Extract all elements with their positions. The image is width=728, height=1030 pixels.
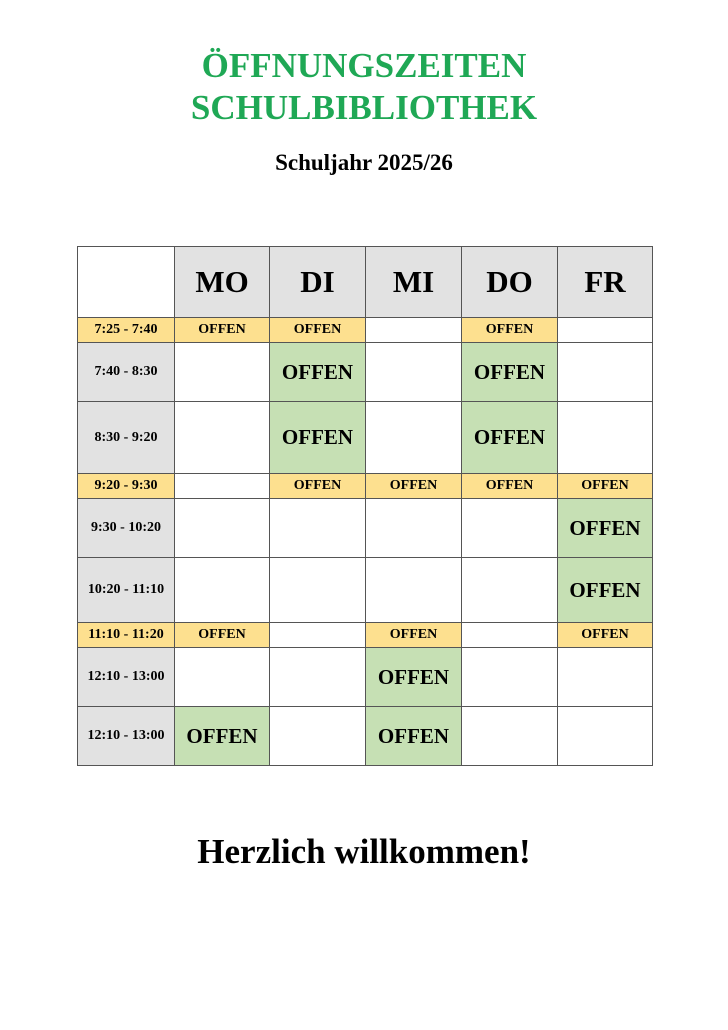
lesson-row	[78, 707, 653, 766]
time-slot-label: 10:20 - 11:10	[78, 558, 175, 623]
corner-cell	[78, 247, 175, 318]
time-slot-label: 7:25 - 7:40	[78, 318, 175, 343]
time-slot-label: 7:40 - 8:30	[78, 343, 175, 402]
school-year-subtitle: Schuljahr 2025/26	[275, 150, 453, 175]
day-header-row	[78, 247, 653, 318]
cell-fr-closed	[558, 648, 653, 707]
cell-do-closed	[462, 558, 558, 623]
cell-mi-closed	[366, 558, 462, 623]
cell-fr-open: OFFEN	[558, 623, 653, 648]
cell-mo-closed	[175, 474, 270, 499]
cell-mo-open: OFFEN	[175, 623, 270, 648]
lesson-row	[78, 648, 653, 707]
cell-di-closed	[270, 648, 366, 707]
cell-fr-open: OFFEN	[558, 558, 653, 623]
day-header-do: DO	[462, 247, 558, 318]
cell-do-open: OFFEN	[462, 402, 558, 474]
cell-di-open: OFFEN	[270, 402, 366, 474]
cell-do-open: OFFEN	[462, 474, 558, 499]
break-row	[78, 623, 653, 648]
cell-mi-open: OFFEN	[366, 474, 462, 499]
time-slot-label: 9:20 - 9:30	[78, 474, 175, 499]
lesson-row	[78, 343, 653, 402]
cell-fr-closed	[558, 343, 653, 402]
cell-fr-open: OFFEN	[558, 474, 653, 499]
cell-mi-open: OFFEN	[366, 648, 462, 707]
cell-mo-closed	[175, 402, 270, 474]
cell-di-closed	[270, 558, 366, 623]
cell-di-closed	[270, 707, 366, 766]
cell-mi-closed	[366, 343, 462, 402]
cell-do-open: OFFEN	[462, 318, 558, 343]
page-title-line-2: SCHULBIBLIOTHEK	[190, 88, 538, 127]
cell-do-closed	[462, 648, 558, 707]
day-header-fr: FR	[558, 247, 653, 318]
opening-hours-table	[77, 246, 653, 766]
cell-di-open: OFFEN	[270, 318, 366, 343]
lesson-row	[78, 402, 653, 474]
time-slot-label: 11:10 - 11:20	[78, 623, 175, 648]
cell-fr-open: OFFEN	[558, 499, 653, 558]
cell-mo-closed	[175, 499, 270, 558]
break-row	[78, 318, 653, 343]
cell-mo-open: OFFEN	[175, 318, 270, 343]
time-slot-label: 12:10 - 13:00	[78, 707, 175, 766]
time-slot-label: 9:30 - 10:20	[78, 499, 175, 558]
cell-fr-closed	[558, 402, 653, 474]
cell-fr-closed	[558, 707, 653, 766]
cell-mi-open: OFFEN	[366, 707, 462, 766]
cell-di-open: OFFEN	[270, 343, 366, 402]
cell-di-open: OFFEN	[270, 474, 366, 499]
cell-di-closed	[270, 623, 366, 648]
cell-mo-closed	[175, 343, 270, 402]
lesson-row	[78, 558, 653, 623]
time-slot-label: 12:10 - 13:00	[78, 648, 175, 707]
cell-mo-open: OFFEN	[175, 707, 270, 766]
cell-mo-closed	[175, 648, 270, 707]
cell-do-closed	[462, 499, 558, 558]
time-slot-label: 8:30 - 9:20	[78, 402, 175, 474]
cell-mi-closed	[366, 402, 462, 474]
cell-do-open: OFFEN	[462, 343, 558, 402]
day-header-di: DI	[270, 247, 366, 318]
day-header-mi: MI	[366, 247, 462, 318]
welcome-message: Herzlich willkommen!	[197, 832, 531, 871]
page-title-line-1: ÖFFNUNGSZEITEN	[201, 46, 527, 85]
break-row	[78, 474, 653, 499]
cell-mi-open: OFFEN	[366, 623, 462, 648]
cell-di-closed	[270, 499, 366, 558]
cell-mi-closed	[366, 318, 462, 343]
cell-fr-closed	[558, 318, 653, 343]
cell-mi-closed	[366, 499, 462, 558]
lesson-row	[78, 499, 653, 558]
cell-mo-closed	[175, 558, 270, 623]
cell-do-closed	[462, 623, 558, 648]
cell-do-closed	[462, 707, 558, 766]
day-header-mo: MO	[175, 247, 270, 318]
